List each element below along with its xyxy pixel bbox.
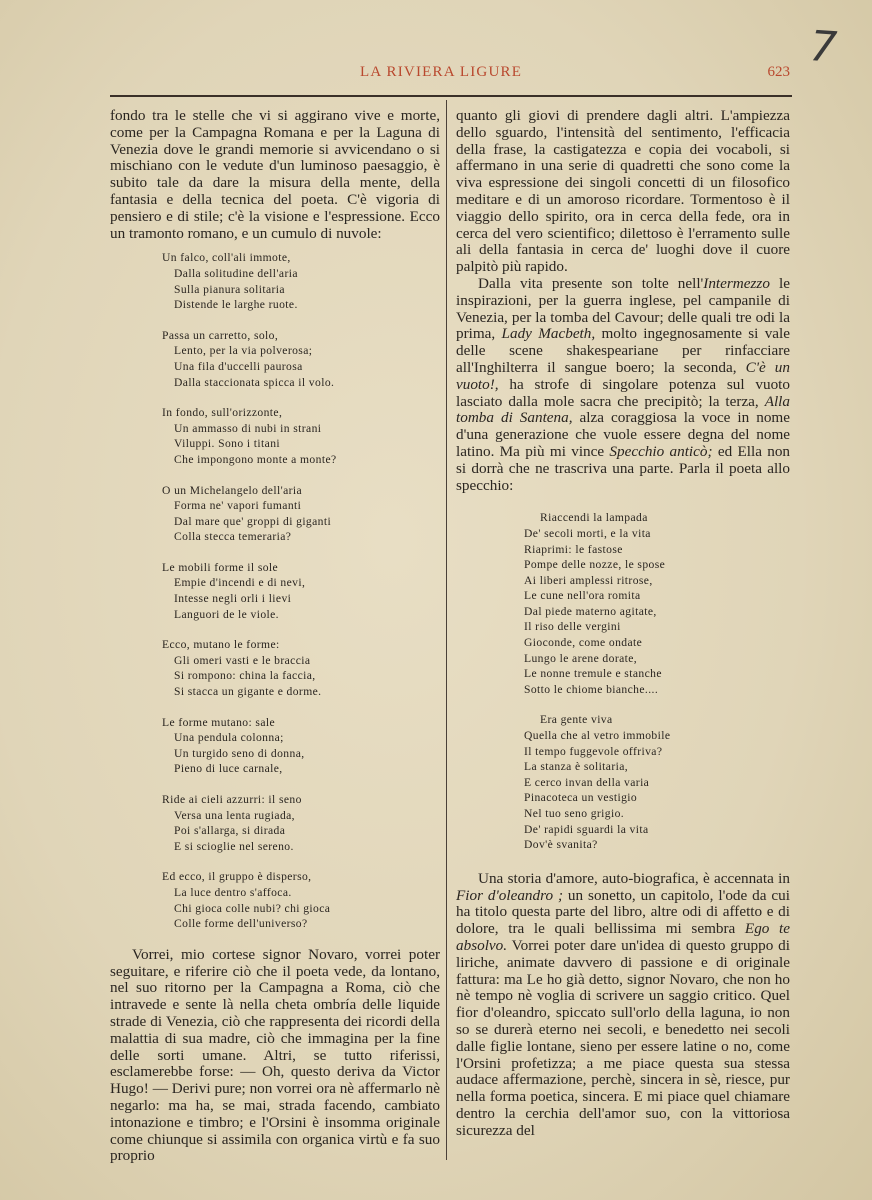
poem-stanza [162, 637, 440, 699]
paragraph-1: quanto gli giovi di prendere dagli altri. L'ampiezza dello sguardo, l'intensità del sentimento, l'efficacia della frase, la castigatezza e copia dei vocaboli, si affermano in una serie di quadretti che sono come la viva espressione dei singoli concetti di un filosofico meditare e di un amoroso ricordare. Tormentoso è il viaggio dello spirito, ora in cerca della fede, ora in cerca del vero scientifico; dilettoso è l'erramento sulle ali della fantasia in cerca de' luoghi dove il cuore palpitò più rapido. [456, 107, 790, 276]
left-closing-paragraph [110, 947, 440, 1165]
poem-line: Un falco, coll'ali immote, [162, 251, 291, 265]
poem-stanza [162, 869, 440, 931]
poem-line: Si rompono: china la faccia, [174, 669, 316, 683]
closing-text: Vorrei, mio cortese signor Novaro, vorrei poter seguitare, e riferire ciò che il poeta vede, da lontano, nel suo ritorno per la Campagna a Roma, ciò che intravede e sente là nella cheta ombría delle liquide strade di Venezia, ciò che rappresenta dei ricordi della malattia di sua madre, ciò che immagina per la fine delle sorti umane. Altri, se tutto riferissi, esclamerebbe forse: — Oh, questo deriva da Victor Hugo! — Derivi pure; non vorrei ora nè affermarlo nè negarlo: ma ha, se mai, strada facendo, cambiato intonazione e timbro; e l'Orsini è insomma originale come chiunque si assimila con organica virtù e fa suo proprio [110, 945, 440, 1165]
poem-stanza [524, 712, 790, 852]
poem-stanza [162, 483, 440, 545]
poem-line: Dalla staccionata spicca il volo. [174, 375, 335, 389]
poem-line: Sotto le chiome bianche.... [524, 682, 659, 696]
poem-stanza [162, 328, 440, 390]
poem-line: Viluppi. Sono i titani [174, 437, 281, 451]
poem-line: Gli omeri vasti e le braccia [174, 653, 311, 667]
intro-text: fondo tra le stelle che vi si aggirano vive e morte, come per la Campagna Romana e per la Laguna di Venezia dove le grandi memorie si avvicendano o si mischiano con le vedute d'un luminoso paesaggio, è subito tale da dare la misura della mente, della fantasia e della tecnica del poeta. C'è vigoria di pensiero e di stile; c'è la visione e l'espressione. Ecco un tramonto romano, e un cumulo di nuvole: [110, 107, 440, 242]
poem-line: De' secoli morti, e la vita [524, 526, 651, 540]
poem-stanza [162, 250, 440, 312]
poem-line: Dov'è svanita? [524, 838, 598, 852]
poem-line: Riaccendi la lampada [540, 511, 648, 525]
poem-line: La stanza è solitaria, [524, 760, 629, 774]
column-divider [446, 100, 447, 1160]
poem-stanza [162, 792, 440, 854]
paragraph-3: Una storia d'amore, auto-biografica, è accennata in Fior d'oleandro ; un sonetto, un capitolo, l'ode da cui ha titolo questa parte del libro, altre odi di affetto e di dolore, tra le quali bellissima mi sembra Ego te absolvo. Vorrei poter dare un'idea di questo gruppo di liriche, animate davvero di passione e di originale fattura: ma Le ho già detto, signor Novaro, che non ho nè tempo nè voglia di scrivere un saggio critico. Quel fior d'oleandro, spiccato sull'orlo della laguna, io non so se durerà eterno nei secoli, e benedetto nei secoli dalle figlie lontane, sieno per essere latine o no, come l'Orsini profetizza; a me piace questa sua stessa audace affermazione, perchè, sincera in sè, riesce, pur nella forma poetica, sincera. E mi piace quel chiamare dentro la cerchia dell'amor suo, con la vittoriosa sicurezza del [456, 869, 790, 1139]
poem-line: Sulla pianura solitaria [174, 282, 285, 296]
poem-line: Un ammasso di nubi in strani [174, 421, 322, 435]
poem-line: Si stacca un gigante e dorme. [174, 685, 322, 699]
poem-line: Empie d'incendi e di nevi, [174, 576, 306, 590]
poem-line: La luce dentro s'affoca. [174, 885, 292, 899]
poem-line: Passa un carretto, solo, [162, 328, 279, 342]
poem-stanza [162, 405, 440, 467]
poem-line: De' rapidi sguardi la vita [524, 822, 649, 836]
poem-line: Le nonne tremule e stanche [524, 667, 662, 681]
poem-line: Lungo le arene dorate, [524, 651, 638, 665]
poem-line: Dal piede materno agitate, [524, 604, 657, 618]
poem-line: Lento, per la via polverosa; [174, 344, 313, 358]
poem-line: Quella che al vetro immobile [524, 729, 671, 743]
right-prose-top [456, 108, 790, 494]
poem-line: Nel tuo seno grigio. [524, 807, 625, 821]
poem-line: Una pendula colonna; [174, 731, 284, 745]
left-column [110, 108, 440, 1165]
poem-line: Pinacoteca un vestigio [524, 791, 638, 805]
poem-line: Che impongono monte a monte? [174, 452, 337, 466]
poem-line: Le mobili forme il sole [162, 560, 279, 574]
poem-line: Dal mare que' groppi di giganti [174, 514, 332, 528]
poem-line: Colla stecca temeraria? [174, 530, 292, 544]
poem-line: Le cune nell'ora romita [524, 589, 641, 603]
poem-line: Ed ecco, il gruppo è disperso, [162, 870, 312, 884]
poem-stanza [524, 510, 790, 697]
poem-line: In fondo, sull'orizzonte, [162, 406, 283, 420]
right-prose-bottom [456, 871, 790, 1140]
poem-line: E cerco invan della varia [524, 775, 650, 789]
running-header [110, 64, 800, 88]
poem-line: Gioconde, come ondate [524, 636, 643, 650]
poem-line: Ride ai cieli azzurri: il seno [162, 793, 302, 806]
poem-line: Colle forme dell'universo? [174, 917, 308, 931]
page-number: 623 [767, 64, 790, 80]
poem-line: Ai liberi amplessi ritrose, [524, 573, 653, 587]
poem-line: Poi s'allarga, si dirada [174, 824, 286, 838]
poem-stanza [162, 560, 440, 622]
poem-line: Chi gioca colle nubi? chi gioca [174, 901, 331, 915]
poem-tramonto [162, 250, 440, 931]
poem-line: Distende le larghe ruote. [174, 298, 298, 312]
poem-line: Era gente viva [540, 713, 613, 727]
poem-line: Le forme mutano: sale [162, 715, 276, 729]
poem-line: Ecco, mutano le forme: [162, 638, 280, 652]
poem-specchio [524, 510, 790, 852]
poem-line: Intesse negli orli i lievi [174, 592, 292, 606]
poem-line: Riaprimi: le fastose [524, 542, 623, 556]
handwritten-number: 7 [808, 21, 839, 72]
poem-line: Un turgido seno di donna, [174, 746, 305, 760]
poem-line: Pompe delle nozze, le spose [524, 558, 666, 572]
poem-line: Languori de le viole. [174, 607, 279, 621]
left-intro-paragraph [110, 108, 440, 242]
poem-line: Il tempo fuggevole offriva? [524, 744, 663, 758]
poem-line: O un Michelangelo dell'aria [162, 483, 303, 497]
poem-line: Dalla solitudine dell'aria [174, 266, 298, 280]
poem-line: Pieno di luce carnale, [174, 762, 283, 776]
poem-line: E si scioglie nel sereno. [174, 839, 294, 853]
poem-line: Il riso delle vergini [524, 620, 621, 634]
right-column [456, 108, 790, 1140]
poem-line: Versa una lenta rugiada, [174, 808, 295, 822]
header-rule [110, 95, 792, 97]
poem-line: Una fila d'uccelli paurosa [174, 359, 303, 373]
poem-line: Forma ne' vapori fumanti [174, 499, 302, 513]
journal-title: LA RIVIERA LIGURE [360, 64, 523, 80]
poem-stanza [162, 715, 440, 777]
paragraph-2: Dalla vita presente son tolte nell'Intermezzo le inspirazioni, per la guerra inglese, pel campanile di Venezia, per la tomba del Cavour; delle quali tre odi la prima, Lady Macbeth, molto ingegnosamente si vale delle scene shakespeariane per rinfacciare all'Inghilterra il sangue boero; la seconda, C'è un vuoto!, ha strofe di singolare potenza sul vuoto lasciato dalla mole sacra che precipitò; la terza, Alla tomba di Santena, alza coraggiosa la voce in nome d'una generazione che vuole essere degna del nome latino. Ma più mi vince Specchio anticò; ed Ella non si dorrà che ne trascriva una parte. Parla il poeta allo specchio: [456, 274, 791, 494]
